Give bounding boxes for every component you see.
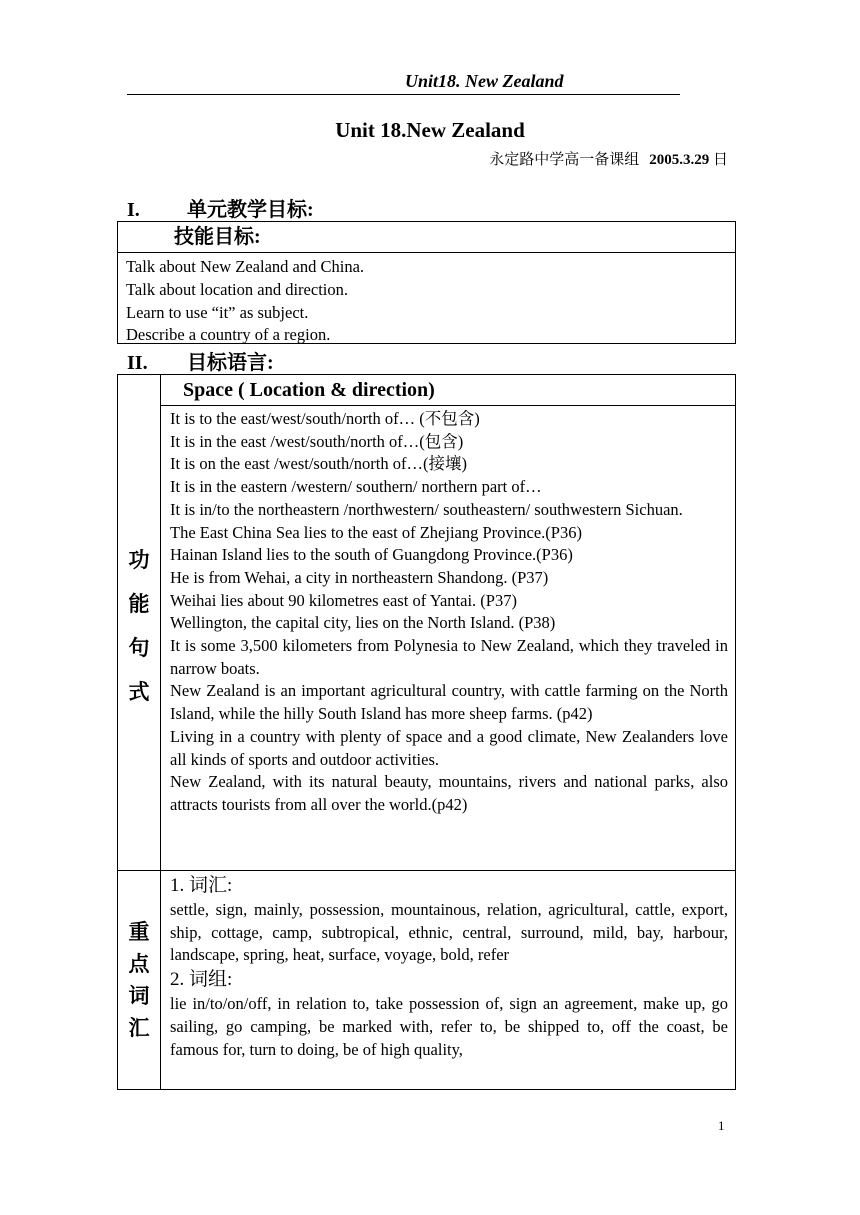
section-1-number: I. bbox=[127, 199, 140, 221]
sentence: He is from Wehai, a city in northeastern Shandong. (P37) bbox=[170, 567, 549, 587]
byline-day: 日 bbox=[712, 152, 728, 168]
sentence: Living in a country with plenty of space and a good climate, New Zealanders love all kinds of sports and outdoor activities. bbox=[170, 726, 728, 769]
byline bbox=[489, 148, 728, 169]
function-label-char: 功 bbox=[128, 547, 150, 572]
vocab-words: settle, sign, mainly, possession, mountainous, relation, agricultural, cattle, export, ship, cottage, camp, subtropical, ethnic, central, surround, mild, bay, harbour, landscape, spring, heat, surface, voyage, bold, refer bbox=[170, 900, 728, 965]
vocab-cell bbox=[161, 871, 736, 1090]
section-2-title: 目标语言: bbox=[187, 352, 274, 374]
skills-box bbox=[117, 221, 736, 344]
section-1-heading bbox=[127, 193, 314, 222]
sentence: It is in/to the northeastern /northwestern/ southeastern/ southwestern Sichuan. bbox=[170, 499, 683, 519]
space-heading: Space ( Location & direction) bbox=[161, 375, 736, 406]
sentence: It is some 3,500 kilometers from Polynesia to New Zealand, which they traveled in narrow boats. bbox=[170, 636, 728, 678]
sentence: Hainan Island lies to the south of Guangdong Province.(P36) bbox=[170, 545, 573, 565]
function-label-char: 式 bbox=[128, 679, 150, 704]
skill-item: Talk about location and direction. bbox=[126, 279, 348, 299]
section-2-heading bbox=[127, 346, 274, 375]
sentence: It is in the east /west/south/north of…(包含) bbox=[170, 431, 464, 451]
sentence: New Zealand, with its natural beauty, mountains, rivers and national parks, also attracts tourists from all over the world.(p42) bbox=[170, 772, 728, 814]
function-label-char: 能 bbox=[128, 591, 150, 616]
section-2-number: II. bbox=[127, 352, 148, 374]
document-title: Unit 18.New Zealand bbox=[335, 118, 525, 142]
skill-item: Describe a country of a region. bbox=[126, 325, 331, 345]
skills-heading: 技能目标: bbox=[118, 222, 735, 253]
vocab-label-char: 点 bbox=[128, 952, 150, 976]
running-header bbox=[127, 70, 680, 95]
function-label bbox=[118, 532, 160, 714]
byline-date: 2005.3.29 bbox=[649, 152, 710, 168]
function-label-cell bbox=[118, 375, 161, 871]
running-header-text: Unit18. New Zealand bbox=[405, 71, 564, 91]
vocab-label-char: 汇 bbox=[128, 1016, 150, 1040]
sentence: Wellington, the capital city, lies on the North Island. (P38) bbox=[170, 613, 556, 633]
vocab-label-char: 重 bbox=[128, 920, 150, 944]
sentence: The East China Sea lies to the east of Zhejiang Province.(P36) bbox=[170, 522, 582, 542]
vocab-words-heading: 1. 词汇: bbox=[170, 875, 233, 896]
vocab-phrases: lie in/to/on/off, in relation to, take possession of, sign an agreement, make up, go sailing, go camping, be marked with, refer to, be shipped to, off the coast, be famous for, turn to doing, be of high quality, bbox=[170, 994, 728, 1059]
page-number: 1 bbox=[718, 1118, 725, 1133]
skills-list bbox=[118, 253, 735, 350]
sentence: It is in the eastern /western/ southern/ northern part of… bbox=[170, 477, 542, 497]
sentence: It is on the east /west/south/north of…(接壤) bbox=[170, 454, 467, 474]
sentence: It is to the east/west/south/north of… (不包含) bbox=[170, 409, 480, 428]
skill-item: Talk about New Zealand and China. bbox=[126, 257, 365, 276]
function-label-char: 句 bbox=[128, 635, 150, 660]
vocab-label bbox=[118, 916, 160, 1044]
function-sentences bbox=[161, 406, 736, 871]
section-1-title: 单元教学目标: bbox=[187, 199, 314, 221]
byline-group: 永定路中学高一备课组 bbox=[489, 152, 640, 168]
vocab-label-char: 词 bbox=[128, 984, 150, 1008]
sentence: Weihai lies about 90 kilometres east of Yantai. (P37) bbox=[170, 590, 517, 610]
vocab-label-cell bbox=[118, 871, 161, 1090]
skill-item: Learn to use “it” as subject. bbox=[126, 302, 309, 322]
sentence: New Zealand is an important agricultural country, with cattle farming on the North Island, while the hilly South Island has more sheep farms. (p42) bbox=[170, 681, 728, 724]
target-language-table bbox=[117, 374, 736, 1090]
vocab-phrases-heading: 2. 词组: bbox=[170, 969, 233, 991]
